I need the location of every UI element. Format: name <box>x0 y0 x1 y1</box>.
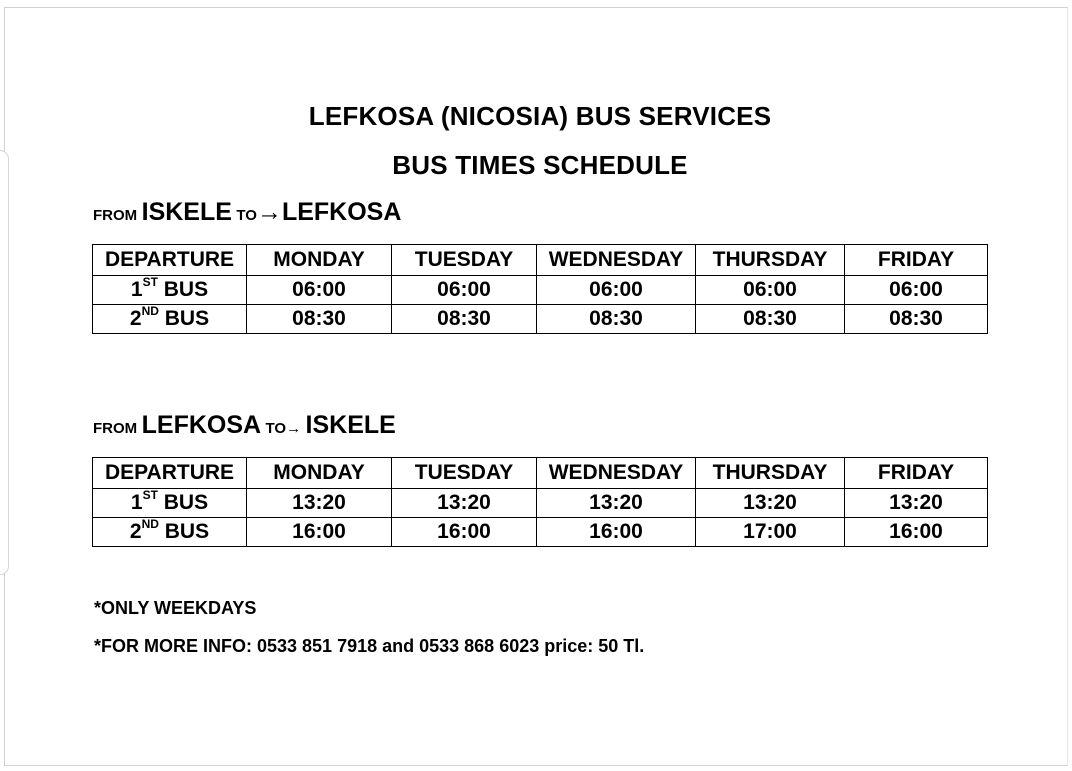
table-header-row <box>93 458 988 489</box>
time-cell: 08:30 <box>537 305 696 334</box>
time-cell: 13:20 <box>392 489 537 518</box>
bus-word: BUS <box>158 307 210 330</box>
column-header-friday: FRIDAY <box>845 458 988 489</box>
arrow-right-icon: → <box>286 420 302 437</box>
note-weekdays: *ONLY WEEKDAYS <box>94 598 257 618</box>
time-cell: 06:00 <box>537 276 696 305</box>
document-title: LEFKOSA (NICOSIA) BUS SERVICES <box>308 101 772 131</box>
time-cell: 06:00 <box>845 276 988 305</box>
bus-word: BUS <box>157 491 209 514</box>
time-cell: 08:30 <box>696 305 845 334</box>
table-row <box>93 489 988 518</box>
bus-ordinal: 2 <box>129 307 142 330</box>
route-heading-iskele-to-lefkosa <box>93 198 401 227</box>
side-panel-handle[interactable] <box>0 150 9 575</box>
column-header-wednesday: WEDNESDAY <box>537 458 696 489</box>
column-header-departure: DEPARTURE <box>93 458 247 489</box>
ordinal-suffix: ND <box>141 517 159 531</box>
route-origin: LEFKOSA <box>141 411 262 439</box>
schedule-table-iskele-to-lefkosa <box>92 244 988 334</box>
time-cell: 08:30 <box>845 305 988 334</box>
column-header-tuesday: TUESDAY <box>392 458 537 489</box>
ordinal-suffix: ST <box>142 275 158 289</box>
column-header-friday: FRIDAY <box>845 245 988 276</box>
departure-label <box>93 276 247 305</box>
route-origin: ISKELE <box>141 198 232 226</box>
time-cell: 16:00 <box>247 518 392 547</box>
column-header-tuesday: TUESDAY <box>392 245 537 276</box>
from-label: FROM <box>93 420 138 437</box>
ordinal-suffix: ND <box>141 304 159 318</box>
note-contact-info: *FOR MORE INFO: 0533 851 7918 and 0533 868 6023 price: 50 Tl. <box>94 636 645 656</box>
column-header-wednesday: WEDNESDAY <box>537 245 696 276</box>
time-cell: 06:00 <box>696 276 845 305</box>
time-cell: 13:20 <box>537 489 696 518</box>
arrow-right-icon: → <box>256 198 282 226</box>
time-cell: 13:20 <box>696 489 845 518</box>
from-label: FROM <box>93 207 138 224</box>
route-destination: LEFKOSA <box>281 198 402 226</box>
column-header-departure: DEPARTURE <box>93 245 247 276</box>
column-header-thursday: THURSDAY <box>696 458 845 489</box>
bus-word: BUS <box>158 520 210 543</box>
bus-ordinal: 1 <box>130 491 143 514</box>
bus-ordinal: 1 <box>130 278 143 301</box>
bus-word: BUS <box>157 278 209 301</box>
to-label: TO <box>236 207 257 224</box>
to-label: TO <box>265 420 287 437</box>
column-header-thursday: THURSDAY <box>696 245 845 276</box>
time-cell: 13:20 <box>845 489 988 518</box>
departure-label <box>93 518 247 547</box>
document-subtitle: BUS TIMES SCHEDULE <box>392 150 688 180</box>
table-row <box>93 305 988 334</box>
departure-label <box>93 305 247 334</box>
departure-label <box>93 489 247 518</box>
time-cell: 16:00 <box>537 518 696 547</box>
time-cell: 13:20 <box>247 489 392 518</box>
route-destination: ISKELE <box>305 411 396 439</box>
column-header-monday: MONDAY <box>247 458 392 489</box>
time-cell: 08:30 <box>247 305 392 334</box>
time-cell: 16:00 <box>392 518 537 547</box>
time-cell: 06:00 <box>392 276 537 305</box>
time-cell: 08:30 <box>392 305 537 334</box>
table-row <box>93 518 988 547</box>
bus-ordinal: 2 <box>129 520 142 543</box>
table-header-row <box>93 245 988 276</box>
time-cell: 17:00 <box>696 518 845 547</box>
time-cell: 06:00 <box>247 276 392 305</box>
route-heading-lefkosa-to-iskele <box>93 411 396 440</box>
ordinal-suffix: ST <box>142 488 158 502</box>
time-cell: 16:00 <box>845 518 988 547</box>
column-header-monday: MONDAY <box>247 245 392 276</box>
table-row <box>93 276 988 305</box>
schedule-table-lefkosa-to-iskele <box>92 457 988 547</box>
